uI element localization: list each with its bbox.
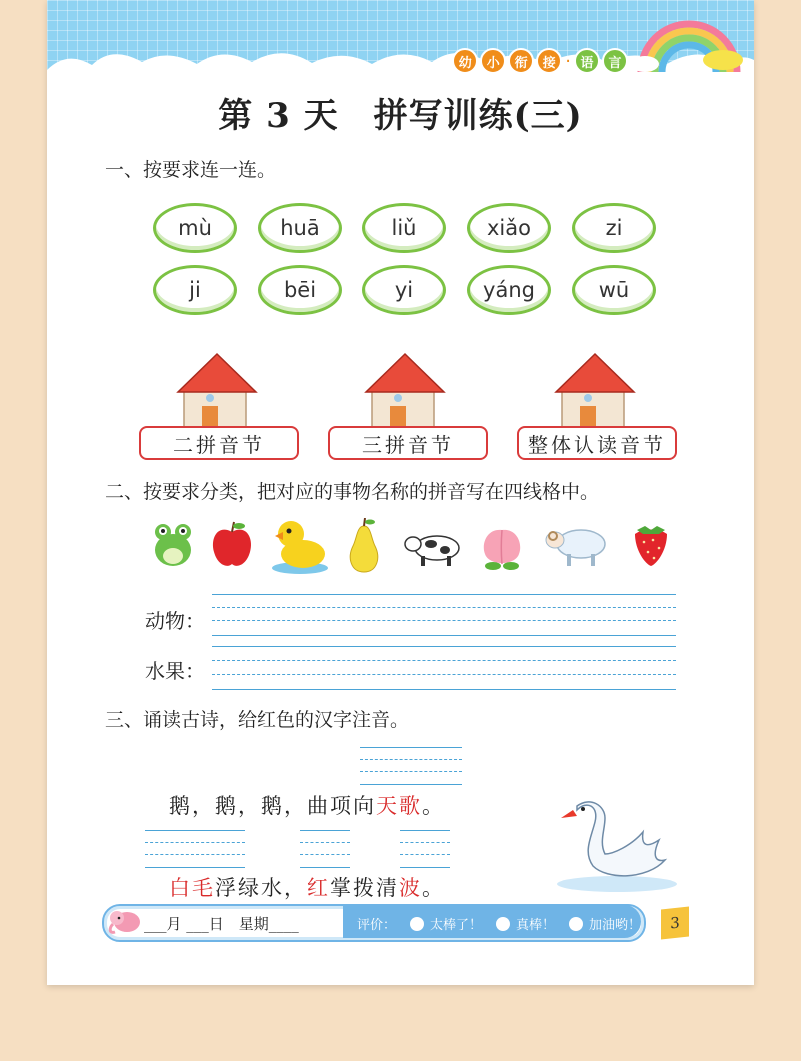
animal-four-line-grid[interactable] xyxy=(212,594,676,636)
pear-icon xyxy=(345,518,383,574)
category-box[interactable]: 整体认读音节 xyxy=(517,426,677,460)
syllable-oval[interactable]: liǔ xyxy=(362,203,446,253)
brand-subject-char: 言 xyxy=(602,48,628,74)
syllable-oval[interactable]: wū xyxy=(572,265,656,315)
category-box[interactable]: 三拼音节 xyxy=(328,426,488,460)
strawberry-icon xyxy=(629,520,673,568)
date-fill-line[interactable]: ___月 ___日 星期____ xyxy=(144,915,299,933)
house-icon xyxy=(362,350,448,430)
peach-icon xyxy=(479,522,525,570)
brand-char: 小 xyxy=(480,48,506,74)
poem-red-text: 天歌 xyxy=(376,794,422,818)
poem-red-text: 波 xyxy=(399,876,422,900)
syllable-oval[interactable]: huā xyxy=(258,203,342,253)
section-1-heading: 一、按要求连一连。 xyxy=(105,159,277,181)
flower-icon[interactable] xyxy=(569,917,583,931)
section-2-heading: 二、按要求分类，把对应的事物名称的拼音写在四线格中。 xyxy=(105,481,600,503)
category-box[interactable]: 二拼音节 xyxy=(139,426,299,460)
house-icon xyxy=(552,350,638,430)
poem-punct: 。 xyxy=(422,794,445,818)
brand-char: 接 xyxy=(536,48,562,74)
rainbow-icon xyxy=(631,14,746,74)
page-number: 3 xyxy=(661,907,689,940)
syllable-oval[interactable]: yi xyxy=(362,265,446,315)
brand-dot: · xyxy=(565,50,571,72)
poem-text: 浮绿水， xyxy=(215,876,307,900)
poem-text: 鹅，鹅，鹅，曲项向 xyxy=(169,794,376,818)
evaluation-area xyxy=(357,914,641,933)
syllable-oval[interactable]: mù xyxy=(153,203,237,253)
syllable-oval[interactable]: zi xyxy=(572,203,656,253)
pinyin-grid[interactable] xyxy=(360,747,462,785)
pinyin-grid[interactable] xyxy=(400,830,450,868)
syllable-oval[interactable]: bēi xyxy=(258,265,342,315)
animal-label: 动物： xyxy=(145,609,205,633)
poem-red-text: 红 xyxy=(307,876,330,900)
evaluation-option[interactable]: 加油哟！ xyxy=(589,918,642,933)
pinyin-grid[interactable] xyxy=(300,830,350,868)
brand-subject-char: 语 xyxy=(574,48,600,74)
poem-red-text: 白毛 xyxy=(169,876,215,900)
elephant-icon xyxy=(107,906,143,936)
flower-icon[interactable] xyxy=(496,917,510,931)
cow-icon xyxy=(403,528,465,568)
brand-char: 幼 xyxy=(452,48,478,74)
flower-icon[interactable] xyxy=(410,917,424,931)
poem-punct: 。 xyxy=(422,876,445,900)
poem-text: 掌拨清 xyxy=(330,876,399,900)
syllable-oval[interactable]: xiǎo xyxy=(467,203,551,253)
house-icon xyxy=(174,350,260,430)
syllable-oval[interactable]: ji xyxy=(153,265,237,315)
fruit-four-line-grid[interactable] xyxy=(212,646,676,690)
brand-char: 衔 xyxy=(508,48,534,74)
syllable-oval[interactable]: yáng xyxy=(467,265,551,315)
sheep-icon xyxy=(541,522,611,570)
frog-icon xyxy=(149,518,197,570)
poem-line-1 xyxy=(169,790,445,820)
duck-icon xyxy=(269,514,331,576)
evaluation-option[interactable]: 真棒！ xyxy=(516,918,556,933)
page-title: 第 3 天 拼写训练(三) xyxy=(218,96,583,136)
pinyin-grid[interactable] xyxy=(145,830,245,868)
apple-icon xyxy=(210,520,254,570)
swan-icon xyxy=(547,796,677,896)
fruit-label: 水果： xyxy=(145,659,205,683)
evaluation-option[interactable]: 太棒了！ xyxy=(430,918,483,933)
section-3-heading: 三、诵读古诗，给红色的汉字注音。 xyxy=(105,709,410,731)
evaluation-label: 评价： xyxy=(357,918,397,933)
brand-badge xyxy=(452,48,628,74)
worksheet-page xyxy=(47,0,754,985)
poem-line-2 xyxy=(169,872,445,902)
